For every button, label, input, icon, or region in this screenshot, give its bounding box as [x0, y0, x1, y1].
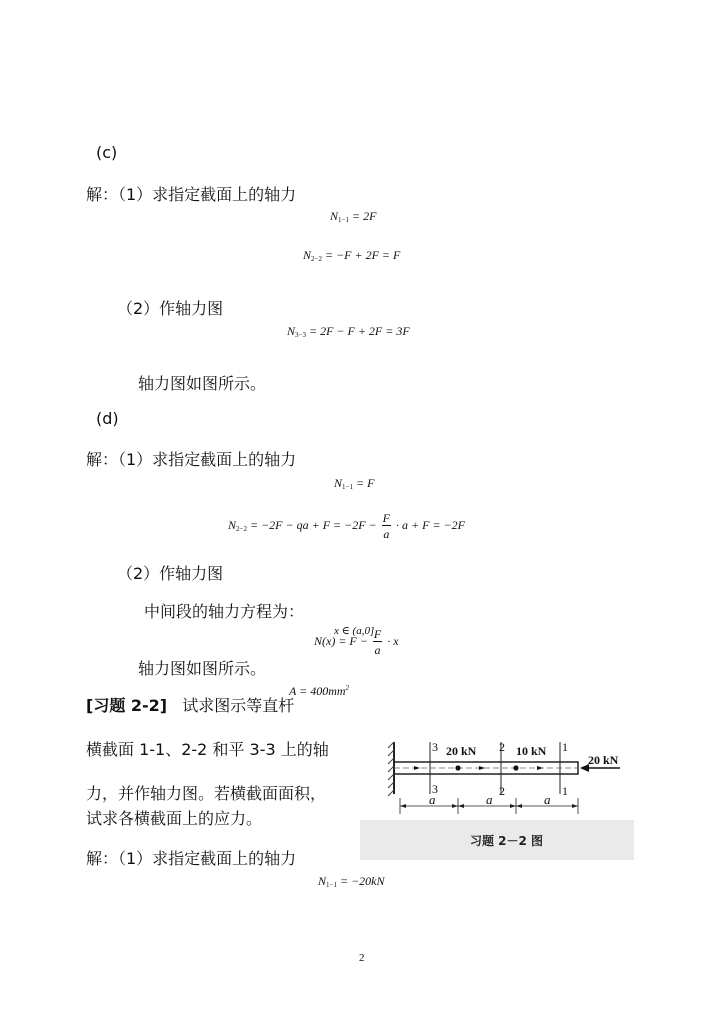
fraction-f-over-a: $\frac{F}{a}$	[382, 511, 390, 541]
equation-d-3: N(x) = F − $\frac{F}{a}$ · x	[314, 627, 399, 657]
area-expression: $A = 400mm^2$	[289, 684, 350, 698]
problem-line-2: 横截面 1-1、2-2 和平 3-3 上的轴	[86, 740, 329, 759]
equation-problem-1: $N_{1-1} = -20kN$	[318, 874, 385, 889]
note-d: 轴力图如图所示。	[138, 659, 267, 678]
dimension-a-1: a	[429, 792, 436, 807]
problem-line-4: 试求各横截面上的应力。	[86, 809, 263, 828]
solution-heading-problem: 解：（1）求指定截面上的轴力	[86, 849, 297, 868]
solution-heading-d: 解：（1）求指定截面上的轴力	[86, 450, 297, 469]
equation-c-2: $N_{2-2} = -F + 2F = F$	[303, 248, 401, 263]
figure-caption: 习题 2－2 图	[470, 834, 544, 848]
section-label-3-bottom: 3	[432, 782, 438, 796]
equation-c-1: $N_{1-1} = 2F$	[330, 209, 377, 224]
fraction-f-over-a-2: $\frac{F}{a}$	[373, 627, 382, 657]
section-label-1-bottom: 1	[562, 784, 568, 798]
label-c: (c)	[96, 143, 118, 162]
load-point-2	[513, 765, 518, 770]
bar-diagram-figure	[360, 720, 634, 860]
section-label-2-bottom: 2	[499, 784, 505, 798]
section-label-3-top: 3	[432, 740, 438, 754]
solution-heading-c: 解：（1）求指定截面上的轴力	[86, 185, 297, 204]
section-label-2-top: 2	[499, 740, 505, 754]
dimension-a-3: a	[544, 792, 551, 807]
load-label-mid: 10 kN	[516, 744, 547, 758]
step-2-heading-d: （2）作轴力图	[117, 564, 224, 583]
middle-segment-label: 中间段的轴力方程为：	[144, 602, 305, 621]
dimension-a-2: a	[486, 792, 493, 807]
load-label-right: 20 kN	[588, 753, 619, 767]
equation-c-3: $N_{3-3} = 2F - F + 2F = 3F$	[287, 324, 410, 339]
load-label-left: 20 kN	[446, 744, 477, 758]
problem-tag: [习题 2-2]	[86, 696, 168, 715]
section-label-1-top: 1	[562, 740, 568, 754]
label-d: (d)	[96, 409, 119, 428]
equation-d-2: $N_{2-2} = -2F$ − qa + F = −2F − $\frac{F}{a}$ · a + F = −2F	[228, 511, 465, 541]
problem-line-3: 力，并作轴力图。若横截面面积，	[86, 784, 327, 803]
problem-line-1: [习题 2-2] 试求图示等直杆	[86, 696, 295, 715]
equation-d-1: $N_{1-1} = F$	[334, 476, 375, 491]
domain-note: x ∈ (a,0]	[334, 625, 375, 637]
page-number: 2	[359, 952, 365, 964]
load-point-1	[455, 765, 460, 770]
step-2-heading-c: （2）作轴力图	[117, 299, 224, 318]
note-c: 轴力图如图所示。	[138, 374, 267, 393]
